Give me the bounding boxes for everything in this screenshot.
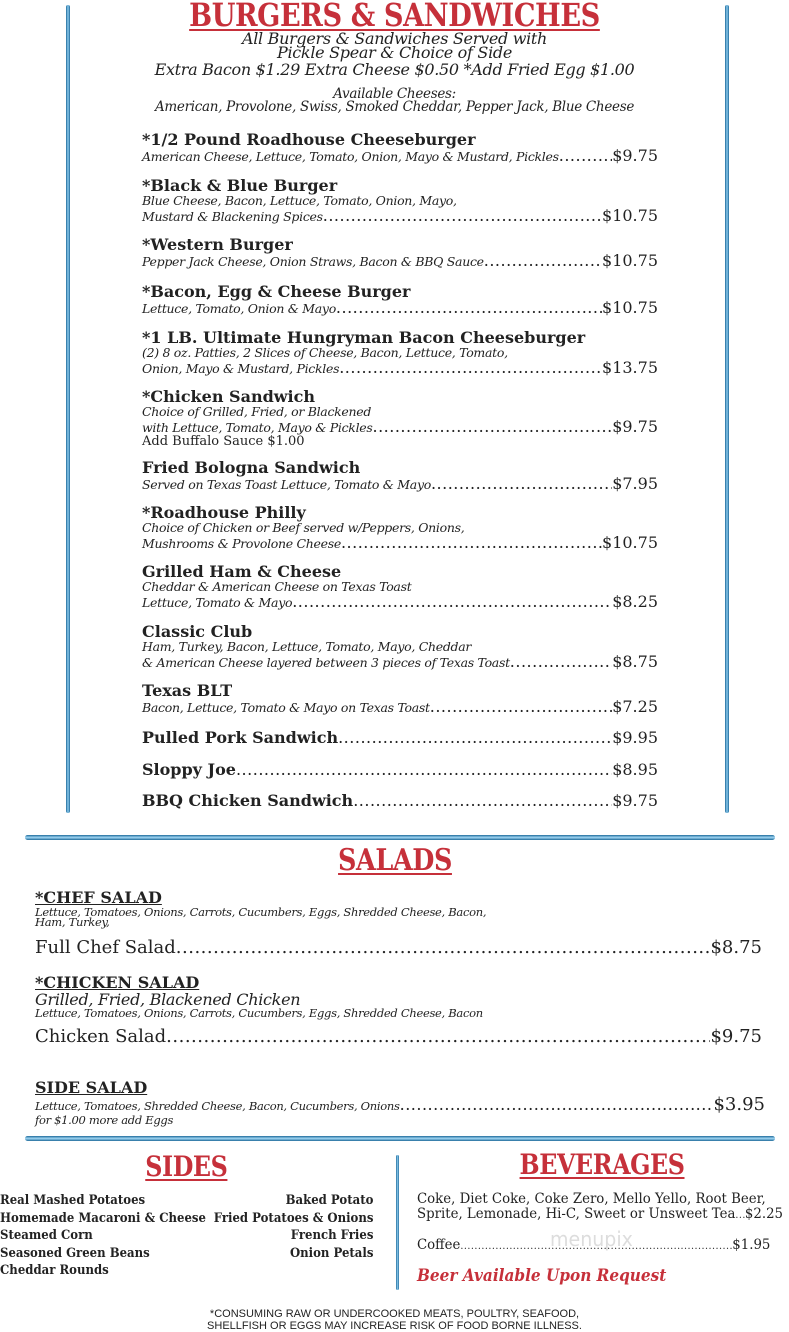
cheeses-block (0, 88, 789, 114)
item-price: $8.95 (612, 760, 658, 779)
item-desc: American Cheese, Lettuce, Tomato, Onion, Mayo & Mustard, Pickles (142, 149, 559, 164)
burgers-intro (0, 29, 789, 80)
price-row (142, 654, 658, 670)
item-desc: Cheddar & American Cheese on Texas Toast (142, 579, 412, 594)
sides-right-list (196, 1192, 373, 1262)
item-name: Texas BLT (142, 681, 233, 700)
leader-dots (166, 1026, 710, 1048)
column-divider (396, 1155, 399, 1290)
price-row (142, 476, 658, 492)
item-price: $10.75 (602, 298, 658, 317)
item-desc: Onion, Mayo & Mustard, Pickles (142, 361, 340, 376)
leader-dots (336, 300, 602, 315)
item-price: $9.75 (612, 791, 658, 810)
menu-item (142, 729, 658, 747)
price-row (142, 360, 658, 376)
price-row (142, 761, 658, 779)
price-row (142, 419, 658, 435)
side-item: Steamed Corn (0, 1228, 93, 1243)
leader-dots (510, 654, 612, 669)
price-row (35, 937, 762, 959)
leader-dots (400, 1097, 714, 1113)
item-extra: for $1.00 more add Eggs (35, 1113, 174, 1127)
leader-dots (338, 729, 612, 747)
item-name: Pulled Pork Sandwich (142, 728, 339, 747)
item-price: $8.75 (710, 937, 762, 958)
item-desc (35, 907, 762, 927)
item-desc: (2) 8 oz. Patties, 2 Slices of Cheese, Bacon, Lettuce, Tomato, (142, 345, 508, 360)
leader-dots (236, 761, 612, 779)
soda-price: $2.25 (744, 1206, 784, 1222)
menu-item (142, 389, 658, 449)
beverages-header-wrap (410, 1148, 789, 1181)
leader-dots (292, 594, 612, 609)
price-row (142, 535, 658, 551)
item-price: $9.75 (710, 1026, 762, 1047)
leader-dots (559, 148, 612, 163)
leader-dots (341, 535, 602, 550)
item-name: *Roadhouse Philly (142, 503, 306, 522)
item-name: *Black & Blue Burger (142, 176, 338, 195)
item-name: *Bacon, Egg & Cheese Burger (142, 282, 411, 301)
menu-item (142, 624, 658, 670)
leader-dots (735, 1208, 745, 1223)
price-row (35, 1026, 762, 1048)
watermark: menupix (550, 1227, 633, 1251)
item-name: *Western Burger (142, 235, 293, 254)
menu-item (142, 683, 658, 715)
item-desc: Lettuce, Tomato & Mayo (142, 595, 293, 610)
item-desc: Ham, Turkey, Bacon, Lettuce, Tomato, Mayo, Cheddar (142, 639, 472, 654)
beverages-list (417, 1191, 784, 1255)
leader-dots (484, 253, 602, 268)
soda-price-row (417, 1206, 784, 1223)
item-desc: Mushrooms & Provolone Cheese (142, 536, 341, 551)
item-name: Fried Bologna Sandwich (142, 458, 361, 477)
item-label: Full Chef Salad (35, 937, 176, 958)
leader-dots (373, 419, 613, 434)
item-name: Classic Club (142, 622, 253, 641)
extras-line: Extra Bacon $1.29 Extra Cheese $0.50 *Add Fried Egg $1.00 (154, 60, 635, 79)
item-desc: Lettuce, Tomatoes, Shredded Cheese, Bacon, Cucumbers, Onions (35, 1099, 400, 1113)
side-salad (35, 1079, 765, 1126)
item-desc: Bacon, Lettuce, Tomato & Mayo on Texas Toast (142, 700, 430, 715)
sides-title: SIDES (144, 1150, 228, 1183)
side-item: Fried Potatoes & Onions (213, 1210, 373, 1226)
menu-item (142, 284, 658, 316)
leader-dots (323, 208, 602, 223)
menu-item (142, 460, 658, 492)
cheeses-list: American, Provolone, Swiss, Smoked Cheddar, Pepper Jack, Blue Cheese (154, 99, 635, 115)
side-item: Baked Potato (285, 1193, 373, 1208)
menu-item (142, 761, 658, 779)
item-label: Chicken Salad (35, 1026, 167, 1047)
right-border (725, 5, 729, 813)
left-border (66, 5, 70, 813)
intro-line: Pickle Spear & Choice of Side (276, 43, 513, 62)
item-price: $8.75 (612, 652, 658, 671)
intro-line: All Burgers & Sandwiches Served with (241, 29, 548, 48)
item-extra: Add Buffalo Sauce $1.00 (142, 434, 305, 449)
footer-line: *CONSUMING RAW OR UNDERCOOKED MEATS, POULTRY, SEAFOOD, (209, 1308, 580, 1320)
coffee-price: $1.95 (732, 1237, 771, 1253)
item-desc: & American Cheese layered between 3 pieces of Texas Toast (142, 655, 510, 670)
chef-salad (35, 889, 762, 959)
price-row (142, 300, 658, 316)
leader-dots (339, 360, 602, 375)
side-item: Onion Petals (289, 1245, 373, 1261)
item-name: *CHEF SALAD (35, 888, 162, 907)
item-price: $7.95 (612, 474, 658, 493)
item-price: $10.75 (602, 206, 658, 225)
item-desc: with Lettuce, Tomato, Mayo & Pickles (142, 420, 373, 435)
item-price: $10.75 (602, 533, 658, 552)
salads-header-wrap (0, 843, 789, 878)
menu-item (142, 178, 658, 224)
beverages-title: BEVERAGES (520, 1148, 685, 1181)
sides-left-list (0, 1192, 229, 1280)
item-name: *1 LB. Ultimate Hungryman Bacon Cheeseburger (142, 328, 586, 347)
soda-line: Coke, Diet Coke, Coke Zero, Mello Yello, Root Beer, (417, 1191, 766, 1207)
salads-title: SALADS (337, 843, 452, 878)
price-row (142, 208, 658, 224)
item-price: $7.25 (612, 697, 658, 716)
menu-item (142, 792, 658, 810)
price-row (35, 1094, 765, 1115)
menu-item (142, 505, 658, 551)
beer-note: Beer Available Upon Request (417, 1266, 667, 1286)
side-item: French Fries (290, 1228, 373, 1243)
item-name: Grilled Ham & Cheese (142, 562, 342, 581)
price-row (142, 594, 658, 610)
chicken-salad (35, 974, 762, 1048)
menu-item (142, 564, 658, 610)
desc-line: Ham, Turkey, (35, 915, 110, 929)
soda-line: Sprite, Lemonade, Hi-C, Sweet or Unsweet Tea (417, 1206, 736, 1222)
leader-dots (353, 792, 612, 810)
item-desc: Blue Cheese, Bacon, Lettuce, Tomato, Onion, Mayo, (142, 193, 457, 208)
item-desc: Lettuce, Tomato, Onion & Mayo (142, 301, 336, 316)
price-row (142, 148, 658, 164)
divider (25, 835, 775, 840)
leader-dots (176, 937, 711, 959)
leader-dots (431, 476, 612, 491)
item-price: $10.75 (602, 251, 658, 270)
menu-item (142, 132, 658, 164)
leader-dots (430, 699, 612, 714)
item-desc: Served on Texas Toast Lettuce, Tomato & Mayo (142, 477, 431, 492)
desc-line: Lettuce, Tomatoes, Onions, Carrots, Cucumbers, Eggs, Shredded Cheese, Bacon, (35, 905, 487, 919)
item-price: $13.75 (602, 358, 658, 377)
item-desc: Mustard & Blackening Spices (142, 209, 323, 224)
item-desc: Choice of Grilled, Fried, or Blackened (142, 404, 372, 419)
cheeses-label: Available Cheeses: (333, 86, 456, 102)
side-item: Real Mashed Potatoes (0, 1193, 146, 1208)
item-price: $9.75 (612, 417, 658, 436)
side-item: Cheddar Rounds (0, 1263, 109, 1278)
item-desc: Choice of Chicken or Beef served w/Peppers, Onions, (142, 520, 465, 535)
item-name: *CHICKEN SALAD (35, 973, 200, 992)
sides-header-wrap (0, 1150, 372, 1183)
item-desc: Pepper Jack Cheese, Onion Straws, Bacon & BBQ Sauce (142, 254, 484, 269)
price-row (142, 253, 658, 269)
price-row (142, 699, 658, 715)
footer-line: SHELLFISH OR EGGS MAY INCREASE RISK OF FOOD BORNE ILLNESS. (207, 1320, 582, 1332)
divider (25, 1136, 775, 1141)
menu-item (142, 330, 658, 376)
item-price: $8.25 (612, 592, 658, 611)
burgers-title: BURGERS & SANDWICHES (189, 0, 600, 34)
coffee-label: Coffee (417, 1237, 461, 1253)
item-price: $9.95 (612, 728, 658, 747)
item-price: $3.95 (713, 1094, 765, 1115)
item-name: Sloppy Joe (142, 760, 236, 779)
item-desc: Lettuce, Tomatoes, Onions, Carrots, Cucumbers, Eggs, Shredded Cheese, Bacon (35, 1006, 483, 1020)
price-row (142, 729, 658, 747)
item-name: *Chicken Sandwich (142, 387, 315, 406)
item-name: BBQ Chicken Sandwich (142, 791, 354, 810)
menu-item (142, 237, 658, 269)
item-name: SIDE SALAD (35, 1078, 148, 1097)
item-price: $9.75 (612, 146, 658, 165)
coffee-row (417, 1227, 771, 1255)
side-item: Homemade Macaroni & Cheese (0, 1210, 206, 1226)
item-subtitle: Grilled, Fried, Blackened Chicken (35, 990, 301, 1009)
footer-warning (0, 1308, 789, 1332)
price-row (142, 792, 658, 810)
side-item: Seasoned Green Beans (0, 1245, 150, 1261)
item-name: *1/2 Pound Roadhouse Cheeseburger (142, 130, 476, 149)
